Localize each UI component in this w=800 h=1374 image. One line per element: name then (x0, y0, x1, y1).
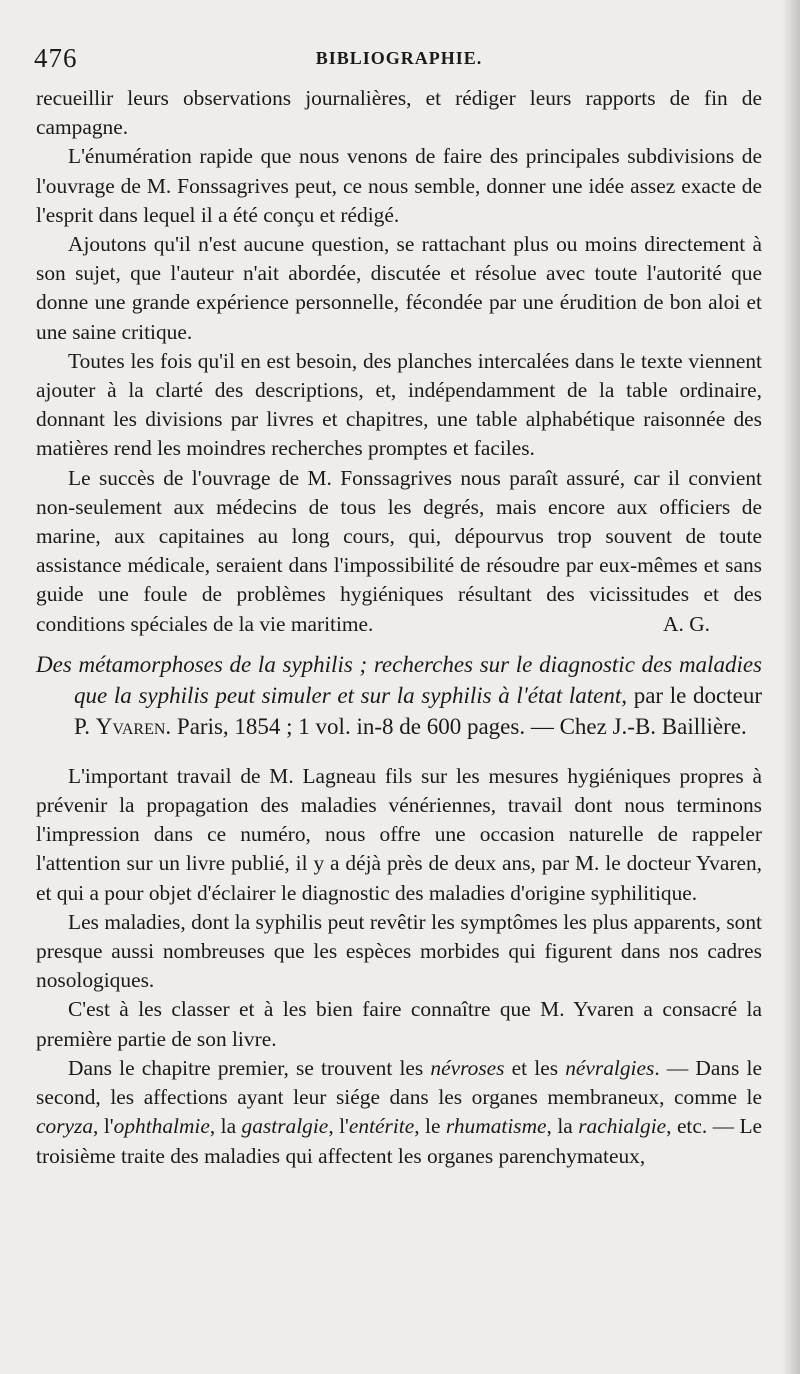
page-edge-shadow (782, 0, 800, 1374)
paragraph: L'énumération rapide que nous venons de faire des principales subdivisions de l'ouvrage de M. Fonssagrives peut, ce nous semble, donner une idée assez exacte de l'esprit dans lequel il a été conçu et rédigé. (36, 144, 762, 227)
paragraph: C'est à les classer et à les bien faire connaître que M. Yvaren a consacré la première partie de son livre. (36, 997, 762, 1051)
author-name: Yvaren (95, 713, 166, 739)
italic-term: ophthalmie (113, 1114, 210, 1139)
italic-term: entérite (348, 1114, 415, 1139)
paragraph: Toutes les fois qu'il en est besoin, des planches intercalées dans le texte viennent ajouter à la clarté des descriptions, et, indépendamment de la table ordinaire, donnant les divisions par livres et chapitres, une table alphabétique raisonnée des matières rend les moindres recherches promptes et faciles. (36, 348, 762, 461)
text-run: Dans le chapitre premier, se trouvent les (68, 1055, 431, 1080)
italic-term: névralgies (565, 1055, 655, 1080)
text-run: et les (504, 1055, 566, 1080)
italic-term: gastralgie (241, 1114, 329, 1139)
paragraph-text: Le succès de l'ouvrage de M. Fonssagrives nous paraît assuré, car il convient non-seulement aux médecins de tous les degrés, mais encore aux officiers de marine, aux capitaines au long cours, qui, dépourvus trop souvent de toute assistance médicale, seraient dans l'impossibilité de résoudre par eux-mêmes et sans guide une foule de problèmes hygiéniques résultant des vicissitudes et des conditions spéciales de la vie maritime. (36, 465, 762, 636)
paragraph-with-italics (36, 1054, 762, 1171)
italic-term: névroses (430, 1055, 505, 1080)
author-prefix: par le docteur P. (74, 682, 762, 739)
italic-term: rachialgie (578, 1114, 667, 1139)
paragraph-with-signature (36, 464, 762, 639)
paragraph: Les maladies, dont la syphilis peut revêtir les symptômes les plus apparents, sont presque aussi nombreuses que les espèces morbides qui figurent dans nos cadres nosologiques. (36, 909, 762, 993)
italic-term: coryza (36, 1114, 94, 1139)
text-run: , le (414, 1114, 446, 1139)
page-header (34, 40, 764, 76)
paragraph-continuation: recueillir leurs observations journalières, et rédiger leurs rapports de fin de campagne. (36, 86, 762, 140)
text-run: , la (209, 1114, 242, 1139)
book-title: Des métamorphoses de la syphilis ; recherches sur le diagnostic des maladies que la syphilis peut simuler et sur la syphilis à l'état latent, (36, 651, 762, 708)
page-number: 476 (34, 43, 78, 73)
review-title (36, 649, 762, 742)
text-run: . — Dans le second, les affections ayant leur siége dans les organes membraneux, comme le (36, 1055, 762, 1110)
publication-details: . Paris, 1854 ; 1 vol. in-8 de 600 pages. — Chez J.-B. Baillière. (165, 713, 747, 739)
italic-term: rhumatisme (445, 1114, 547, 1139)
body-text (36, 84, 762, 1171)
text-run: , l' (328, 1114, 349, 1139)
running-head: BIBLIOGRAPHIE. (315, 48, 483, 68)
paragraph: L'important travail de M. Lagneau fils sur les mesures hygiéniques propres à prévenir la propagation des maladies vénériennes, travail dont nous terminons l'impression dans ce numéro, nous offre une occasion naturelle de rappeler l'attention sur un livre publié, il y a déjà près de deux ans, par M. le docteur Yvaren, et qui a pour objet d'éclairer le diagnostic des maladies d'origine syphilitique. (36, 763, 762, 905)
text-run: , la (546, 1114, 579, 1139)
text-run: , etc. — Le troisième traite des maladies qui affectent les organes parenchymateux, (36, 1114, 763, 1168)
signature: A. G. (663, 611, 710, 636)
text-run: , l' (93, 1114, 114, 1139)
paragraph: Ajoutons qu'il n'est aucune question, se rattachant plus ou moins directement à son sujet, que l'auteur n'ait abordée, discutée et résolue avec toute l'autorité que donne une grande expérience personnelle, fécondée par une érudition de bon aloi et une saine critique. (36, 232, 762, 344)
